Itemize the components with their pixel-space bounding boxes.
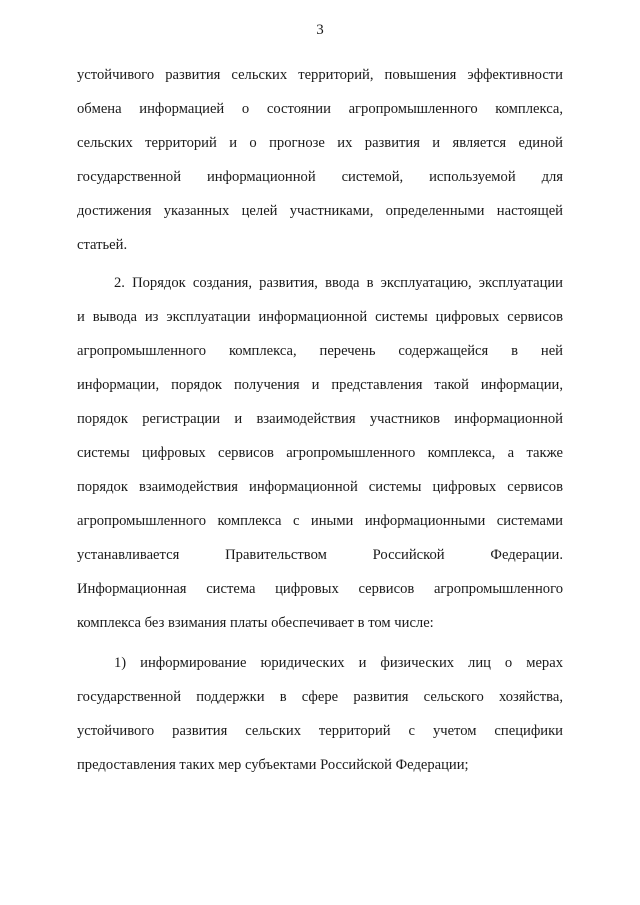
text-line: обмена информацией о состоянии агропромышленного комплекса, bbox=[77, 101, 563, 117]
text-line: достижения указанных целей участниками, определенными настоящей bbox=[77, 203, 563, 219]
text-line: устанавливается Правительством Российской Федерации. bbox=[77, 547, 563, 563]
text-line: и вывода из эксплуатации информационной системы цифровых сервисов bbox=[77, 309, 563, 325]
text-line: предоставления таких мер субъектами Российской Федерации; bbox=[77, 757, 469, 773]
text-line: порядок регистрации и взаимодействия участников информационной bbox=[77, 411, 563, 427]
text-line: порядок взаимодействия информационной системы цифровых сервисов bbox=[77, 479, 563, 495]
page-number: 3 bbox=[316, 22, 324, 38]
text-line: 1) информирование юридических и физических лиц о мерах bbox=[114, 655, 563, 671]
paragraph-clause-2 bbox=[77, 266, 563, 640]
text-line: информации, порядок получения и представления такой информации, bbox=[77, 377, 563, 393]
text-line: устойчивого развития сельских территорий, повышения эффективности bbox=[77, 67, 563, 83]
text-line: агропромышленного комплекса, перечень содержащейся в ней bbox=[77, 343, 563, 359]
paragraph-continuation bbox=[77, 58, 563, 262]
text-line: статьей. bbox=[77, 237, 128, 253]
text-line: агропромышленного комплекса с иными информационными системами bbox=[77, 513, 563, 529]
text-line: 2. Порядок создания, развития, ввода в эксплуатацию, эксплуатации bbox=[114, 275, 563, 291]
text-line: сельских территорий и о прогнозе их развития и является единой bbox=[77, 135, 563, 151]
paragraph-item-1 bbox=[77, 646, 563, 782]
text-line: Информационная система цифровых сервисов агропромышленного bbox=[77, 581, 563, 597]
text-line: комплекса без взимания платы обеспечивает в том числе: bbox=[77, 615, 434, 631]
text-line: системы цифровых сервисов агропромышленного комплекса, а также bbox=[77, 445, 563, 461]
text-line: государственной информационной системой, используемой для bbox=[77, 169, 563, 185]
text-line: устойчивого развития сельских территорий с учетом специфики bbox=[77, 723, 563, 739]
text-line: государственной поддержки в сфере развития сельского хозяйства, bbox=[77, 689, 563, 705]
